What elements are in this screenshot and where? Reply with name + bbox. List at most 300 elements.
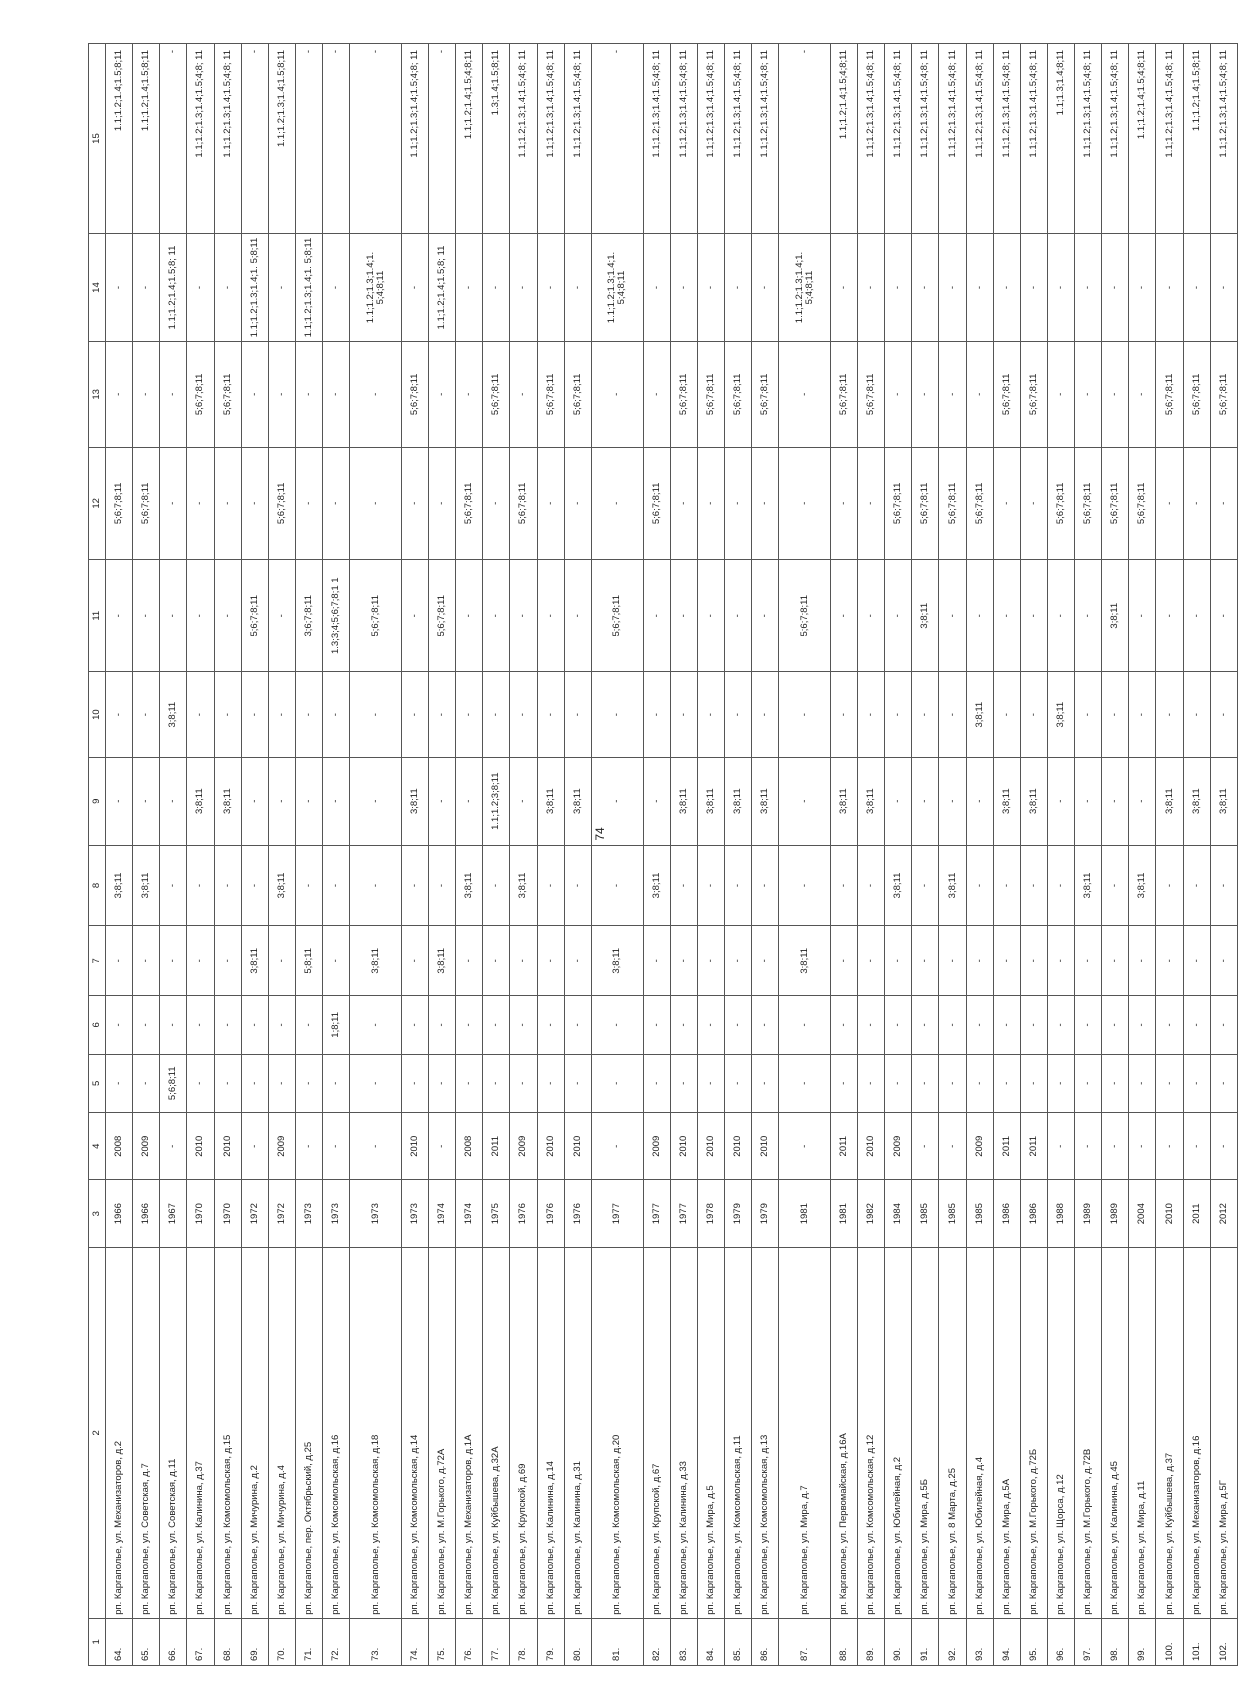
table-cell-col-4: 2011	[993, 1113, 1020, 1180]
table-cell-col-5: -	[885, 1054, 912, 1112]
table-cell-col-12: -	[160, 447, 187, 559]
table-cell-col-2: рп. Каргаполье, ул. Комсомольская, д.11	[724, 1247, 751, 1618]
table-cell-col-4: 2009	[643, 1113, 670, 1180]
table-cell-col-11: -	[643, 560, 670, 672]
table-cell-col-11: -	[1156, 560, 1183, 672]
table-cell-col-5: -	[456, 1054, 483, 1112]
table-cell-col-15: 1.1;1.2;1.3;1.4;1.5;4;8; 11	[1075, 44, 1102, 234]
table-cell-col-14: -	[106, 234, 133, 342]
table-cell-col-4: -	[912, 1113, 939, 1180]
data-table	[88, 43, 1238, 1666]
table-cell-col-6: -	[752, 996, 779, 1054]
table-cell-col-9: -	[295, 757, 322, 845]
table-cell-col-2: рп. Каргаполье, ул. Мира, д.5Г	[1210, 1247, 1237, 1618]
table-cell-col-3: 1966	[133, 1180, 160, 1247]
table-cell-col-10: 3;8;11	[160, 672, 187, 757]
table-cell-col-11: -	[993, 560, 1020, 672]
table-cell-col-14: -	[483, 234, 510, 342]
table-cell-col-14: -	[830, 234, 857, 342]
table-cell-col-8: -	[429, 845, 456, 926]
table-cell-col-8: 3;8;11	[133, 845, 160, 926]
table-cell-col-7: -	[106, 926, 133, 996]
table-row	[1102, 44, 1129, 1666]
table-cell-col-11: -	[1129, 560, 1156, 672]
table-cell-col-15: 1.1;1.2;1.3;1.4;1.5;4;8; 11	[537, 44, 564, 234]
table-cell-col-5: -	[1075, 1054, 1102, 1112]
table-cell-col-12: -	[752, 447, 779, 559]
table-cell-col-13: 5;6;7;8;11	[187, 341, 214, 447]
table-cell-col-4: -	[323, 1113, 350, 1180]
table-cell-col-8: -	[1102, 845, 1129, 926]
table-cell-col-9: -	[350, 757, 402, 845]
table-cell-col-15: 1.1;1.2;1.3;1.4;1.5;4;8; 11	[1210, 44, 1237, 234]
table-cell-col-11: -	[724, 560, 751, 672]
table-cell-col-7: -	[1183, 926, 1210, 996]
table-cell-col-15: 1.1;1.2;1.4;1.5;4;8;11	[456, 44, 483, 234]
table-cell-col-9: 3;8;11	[858, 757, 885, 845]
table-cell-col-8: -	[537, 845, 564, 926]
table-cell-col-3: 1986	[1020, 1180, 1047, 1247]
table-cell-col-1: 70.	[268, 1618, 295, 1665]
table-cell-col-9: -	[643, 757, 670, 845]
table-cell-col-7: -	[939, 926, 966, 996]
table-cell-col-8: -	[1020, 845, 1047, 926]
table-cell-col-2: рп. Каргаполье, ул. Комсомольская, д.18	[350, 1247, 402, 1618]
table-cell-col-4: -	[1129, 1113, 1156, 1180]
table-cell-col-15: 1.1;1.2;1.3;1.4;1.5;4;8; 11	[670, 44, 697, 234]
table-cell-col-3: 1977	[643, 1180, 670, 1247]
table-cell-col-6: -	[456, 996, 483, 1054]
table-cell-col-14: -	[885, 234, 912, 342]
column-header-11: 11	[89, 560, 106, 672]
table-cell-col-12: -	[401, 447, 428, 559]
table-row	[1047, 44, 1074, 1666]
table-row	[214, 44, 241, 1666]
table-cell-col-5: -	[510, 1054, 537, 1112]
column-header-5: 5	[89, 1054, 106, 1112]
table-cell-col-11: 3;6;7;8;11	[295, 560, 322, 672]
table-row	[697, 44, 724, 1666]
table-cell-col-10: -	[1020, 672, 1047, 757]
table-cell-col-4: 2010	[214, 1113, 241, 1180]
table-cell-col-7: -	[187, 926, 214, 996]
table-cell-col-3: 1976	[537, 1180, 564, 1247]
table-cell-col-3: 1986	[993, 1180, 1020, 1247]
table-cell-col-7: -	[456, 926, 483, 996]
table-cell-col-2: рп. Каргаполье, пер. Октябрьский, д.25	[295, 1247, 322, 1618]
table-cell-col-1: 67.	[187, 1618, 214, 1665]
table-cell-col-13: 5;6;7;8;11	[858, 341, 885, 447]
table-cell-col-2: рп. Каргаполье, ул. Комсомольская, д.13	[752, 1247, 779, 1618]
table-cell-col-14: 1.1;1.2;1.4;1.5;8; 11	[160, 234, 187, 342]
table-cell-col-1: 72.	[323, 1618, 350, 1665]
table-cell-col-13: -	[885, 341, 912, 447]
table-cell-col-12: -	[993, 447, 1020, 559]
table-row	[993, 44, 1020, 1666]
table-cell-col-2: рп. Каргаполье, ул. М.Горького, д.72В	[1075, 1247, 1102, 1618]
table-cell-col-9: 3;8;11	[724, 757, 751, 845]
table-cell-col-15: -	[591, 44, 643, 234]
table-cell-col-7: -	[724, 926, 751, 996]
table-cell-col-3: 1974	[456, 1180, 483, 1247]
table-cell-col-9: 3;8;11	[401, 757, 428, 845]
table-cell-col-8: -	[591, 845, 643, 926]
table-cell-col-7: -	[1210, 926, 1237, 996]
table-cell-col-6: -	[779, 996, 831, 1054]
table-cell-col-1: 93.	[966, 1618, 993, 1665]
table-cell-col-6: -	[268, 996, 295, 1054]
table-cell-col-2: рп. Каргаполье, ул. Мира, д.5	[697, 1247, 724, 1618]
table-cell-col-14: -	[993, 234, 1020, 342]
table-cell-col-1: 99.	[1129, 1618, 1156, 1665]
table-cell-col-12: -	[1156, 447, 1183, 559]
table-row	[483, 44, 510, 1666]
table-cell-col-6: -	[295, 996, 322, 1054]
table-cell-col-14: -	[643, 234, 670, 342]
table-cell-col-6: -	[912, 996, 939, 1054]
table-cell-col-15: 1.1;1.2;1.3;1.4;1.5;4;8; 11	[939, 44, 966, 234]
table-cell-col-14: -	[912, 234, 939, 342]
table-row	[295, 44, 322, 1666]
table-cell-col-11: -	[160, 560, 187, 672]
table-cell-col-8: -	[401, 845, 428, 926]
table-cell-col-12: -	[1183, 447, 1210, 559]
table-cell-col-3: 1981	[779, 1180, 831, 1247]
table-cell-col-6: -	[214, 996, 241, 1054]
table-cell-col-2: рп. Каргаполье, ул. Мичурина, д.4	[268, 1247, 295, 1618]
table-cell-col-4: 2008	[456, 1113, 483, 1180]
table-cell-col-3: 1982	[858, 1180, 885, 1247]
table-cell-col-4: 2011	[483, 1113, 510, 1180]
table-cell-col-4: -	[1047, 1113, 1074, 1180]
table-cell-col-15: -	[779, 44, 831, 234]
table-cell-col-5: -	[214, 1054, 241, 1112]
table-cell-col-15: 1.1;1.2;1.4;1.5;4;8;11	[830, 44, 857, 234]
table-cell-col-9: -	[268, 757, 295, 845]
column-header-7: 7	[89, 926, 106, 996]
table-cell-col-10: -	[1210, 672, 1237, 757]
column-header-2: 2	[89, 1247, 106, 1618]
table-cell-col-11: -	[752, 560, 779, 672]
table-cell-col-11: 5;6;7;8;11	[241, 560, 268, 672]
table-cell-col-12: -	[483, 447, 510, 559]
table-cell-col-12: 5;6;7;8;11	[966, 447, 993, 559]
table-cell-col-7: -	[830, 926, 857, 996]
table-cell-col-10: -	[858, 672, 885, 757]
table-cell-col-7: 3;8;11	[429, 926, 456, 996]
table-cell-col-9: 1.1;1.2;3;8;11	[483, 757, 510, 845]
table-cell-col-2: рп. Каргаполье, ул. Комсомольская, д.14	[401, 1247, 428, 1618]
table-cell-col-10: -	[483, 672, 510, 757]
column-header-10: 10	[89, 672, 106, 757]
table-cell-col-10: 3;8;11	[1047, 672, 1074, 757]
column-header-3: 3	[89, 1180, 106, 1247]
table-cell-col-8: -	[993, 845, 1020, 926]
table-cell-col-6: -	[187, 996, 214, 1054]
table-cell-col-15: -	[429, 44, 456, 234]
table-cell-col-5: -	[295, 1054, 322, 1112]
table-cell-col-6: -	[537, 996, 564, 1054]
table-cell-col-13: -	[779, 341, 831, 447]
table-cell-col-12: 5;6;7;8;11	[885, 447, 912, 559]
table-row	[268, 44, 295, 1666]
table-cell-col-13: -	[939, 341, 966, 447]
table-cell-col-13: -	[295, 341, 322, 447]
table-cell-col-9: 3;8;11	[214, 757, 241, 845]
table-cell-col-10: -	[537, 672, 564, 757]
table-row	[564, 44, 591, 1666]
table-cell-col-6: -	[401, 996, 428, 1054]
table-cell-col-13: -	[456, 341, 483, 447]
table-cell-col-6: -	[1102, 996, 1129, 1054]
table-cell-col-1: 91.	[912, 1618, 939, 1665]
table-cell-col-1: 85.	[724, 1618, 751, 1665]
table-cell-col-8: -	[858, 845, 885, 926]
table-cell-col-6: -	[966, 996, 993, 1054]
table-cell-col-10: -	[268, 672, 295, 757]
table-cell-col-8: -	[779, 845, 831, 926]
table-cell-col-15: -	[350, 44, 402, 234]
table-cell-col-1: 101.	[1183, 1618, 1210, 1665]
table-cell-col-6: -	[697, 996, 724, 1054]
table-cell-col-3: 1989	[1075, 1180, 1102, 1247]
table-cell-col-12: -	[537, 447, 564, 559]
table-cell-col-4: -	[1183, 1113, 1210, 1180]
table-row	[912, 44, 939, 1666]
table-cell-col-1: 98.	[1102, 1618, 1129, 1665]
table-cell-col-7: -	[993, 926, 1020, 996]
table-cell-col-4: -	[429, 1113, 456, 1180]
table-cell-col-13: 5;6;7;8;11	[670, 341, 697, 447]
table-cell-col-15: 1.1;1.2;1.3;1.4;1.5;4;8; 11	[752, 44, 779, 234]
table-cell-col-14: -	[752, 234, 779, 342]
table-cell-col-5: -	[912, 1054, 939, 1112]
table-cell-col-11: -	[670, 560, 697, 672]
table-cell-col-13: -	[160, 341, 187, 447]
table-cell-col-10: -	[643, 672, 670, 757]
table-cell-col-5: -	[1183, 1054, 1210, 1112]
table-cell-col-11: -	[1075, 560, 1102, 672]
table-cell-col-2: рп. Каргаполье, ул. Мира, д.5Б	[912, 1247, 939, 1618]
table-row	[779, 44, 831, 1666]
table-cell-col-12: -	[1020, 447, 1047, 559]
table-cell-col-3: 1966	[106, 1180, 133, 1247]
table-cell-col-14: -	[1183, 234, 1210, 342]
table-cell-col-5: -	[724, 1054, 751, 1112]
table-cell-col-14: -	[1102, 234, 1129, 342]
table-cell-col-15: 1.1;1.2;1.4;1.5;4;8;11	[1129, 44, 1156, 234]
table-cell-col-9: -	[510, 757, 537, 845]
table-cell-col-6: -	[830, 996, 857, 1054]
table-cell-col-2: рп. Каргаполье, ул. Калинина, д.37	[187, 1247, 214, 1618]
table-cell-col-4: -	[350, 1113, 402, 1180]
table-cell-col-14: -	[1020, 234, 1047, 342]
table-cell-col-11: -	[939, 560, 966, 672]
table-cell-col-11: -	[106, 560, 133, 672]
table-cell-col-5: -	[697, 1054, 724, 1112]
table-cell-col-2: рп. Каргаполье, ул. М.Горького, д.72Б	[1020, 1247, 1047, 1618]
table-cell-col-2: рп. Каргаполье, ул. Комсомольская, д.16	[323, 1247, 350, 1618]
table-cell-col-5: -	[993, 1054, 1020, 1112]
table-cell-col-6: -	[1075, 996, 1102, 1054]
table-cell-col-3: 1985	[912, 1180, 939, 1247]
table-cell-col-14: -	[133, 234, 160, 342]
table-cell-col-9: -	[1047, 757, 1074, 845]
table-cell-col-9: -	[241, 757, 268, 845]
table-cell-col-9: -	[133, 757, 160, 845]
table-cell-col-12: -	[724, 447, 751, 559]
table-cell-col-2: рп. Каргаполье, ул. Механизаторов, д.16	[1183, 1247, 1210, 1618]
table-cell-col-11: 5;6;7;8;11	[591, 560, 643, 672]
table-cell-col-15: 1.1;1.2;1.3;1.4;1.5;4;8; 11	[564, 44, 591, 234]
table-row	[643, 44, 670, 1666]
table-cell-col-13: -	[1047, 341, 1074, 447]
table-cell-col-11: 5;6;7;8;11	[779, 560, 831, 672]
table-cell-col-15: -	[160, 44, 187, 234]
table-cell-col-1: 73.	[350, 1618, 402, 1665]
table-cell-col-2: рп. Каргаполье, ул. Мичурина, д.2	[241, 1247, 268, 1618]
table-row	[1183, 44, 1210, 1666]
table-cell-col-15: 1.1;1.2;1.4;1.5;8;11	[1183, 44, 1210, 234]
table-cell-col-1: 69.	[241, 1618, 268, 1665]
table-cell-col-1: 77.	[483, 1618, 510, 1665]
table-cell-col-2: рп. Каргаполье, ул. Калинина, д.31	[564, 1247, 591, 1618]
table-cell-col-5: -	[350, 1054, 402, 1112]
table-cell-col-13: -	[510, 341, 537, 447]
table-cell-col-1: 65.	[133, 1618, 160, 1665]
table-cell-col-4: -	[295, 1113, 322, 1180]
table-cell-col-7: -	[214, 926, 241, 996]
table-cell-col-8: -	[966, 845, 993, 926]
table-cell-col-7: -	[268, 926, 295, 996]
table-cell-col-14: -	[456, 234, 483, 342]
table-cell-col-4: -	[241, 1113, 268, 1180]
table-cell-col-5: -	[268, 1054, 295, 1112]
table-cell-col-5: -	[779, 1054, 831, 1112]
table-cell-col-5: -	[1102, 1054, 1129, 1112]
table-cell-col-15: 1.1;1.2;1.3;1.4;1.5;4;8; 11	[697, 44, 724, 234]
table-cell-col-8: 3;8;11	[106, 845, 133, 926]
table-cell-col-3: 1975	[483, 1180, 510, 1247]
table-cell-col-4: 2009	[268, 1113, 295, 1180]
table-cell-col-11: -	[1183, 560, 1210, 672]
table-cell-col-1: 97.	[1075, 1618, 1102, 1665]
table-row	[1020, 44, 1047, 1666]
column-header-12: 12	[89, 447, 106, 559]
table-cell-col-13: -	[241, 341, 268, 447]
table-cell-col-12: 5;6;7;8;11	[1102, 447, 1129, 559]
table-cell-col-14: -	[1129, 234, 1156, 342]
table-cell-col-1: 74.	[401, 1618, 428, 1665]
table-row	[1156, 44, 1183, 1666]
table-cell-col-15: 1.1;1.2;1.4;1.5;8;11	[133, 44, 160, 234]
header-row	[89, 44, 106, 1666]
table-cell-col-11: -	[885, 560, 912, 672]
table-cell-col-7: -	[912, 926, 939, 996]
table-cell-col-8: -	[483, 845, 510, 926]
table-cell-col-14: -	[858, 234, 885, 342]
table-cell-col-8: -	[1210, 845, 1237, 926]
table-cell-col-7: -	[643, 926, 670, 996]
table-cell-col-10: -	[779, 672, 831, 757]
table-cell-col-4: -	[160, 1113, 187, 1180]
table-cell-col-2: рп. Каргаполье, ул. Калинина, д.45	[1102, 1247, 1129, 1618]
table-cell-col-11: -	[1047, 560, 1074, 672]
table-cell-col-8: -	[160, 845, 187, 926]
table-cell-col-10: -	[697, 672, 724, 757]
table-row	[591, 44, 643, 1666]
table-cell-col-12: 5;6;7;8;11	[106, 447, 133, 559]
table-cell-col-2: рп. Каргаполье, ул. Советская, д.11	[160, 1247, 187, 1618]
table-row	[1210, 44, 1237, 1666]
table-cell-col-10: -	[1183, 672, 1210, 757]
table-cell-col-14: -	[724, 234, 751, 342]
table-cell-col-11: -	[697, 560, 724, 672]
table-cell-col-4: 2010	[724, 1113, 751, 1180]
table-cell-col-10: -	[133, 672, 160, 757]
table-cell-col-3: 1973	[350, 1180, 402, 1247]
table-cell-col-9: 3;8;11	[670, 757, 697, 845]
table-cell-col-2: рп. Каргаполье, ул. Механизаторов, д.2	[106, 1247, 133, 1618]
table-cell-col-4: 2010	[537, 1113, 564, 1180]
table-cell-col-12: -	[429, 447, 456, 559]
table-cell-col-7: 3;8;11	[591, 926, 643, 996]
table-cell-col-6: -	[350, 996, 402, 1054]
table-cell-col-14: 1.1;1.2;1.4;1.5;8; 11	[429, 234, 456, 342]
table-cell-col-8: 3;8;11	[456, 845, 483, 926]
table-cell-col-8: -	[214, 845, 241, 926]
table-cell-col-3: 1989	[1102, 1180, 1129, 1247]
table-cell-col-14: -	[1047, 234, 1074, 342]
table-cell-col-9: 3;8;11	[1156, 757, 1183, 845]
table-cell-col-11: -	[537, 560, 564, 672]
table-cell-col-11: -	[214, 560, 241, 672]
table-cell-col-3: 2010	[1156, 1180, 1183, 1247]
table-cell-col-3: 1973	[401, 1180, 428, 1247]
table-cell-col-6: -	[591, 996, 643, 1054]
table-cell-col-3: 2011	[1183, 1180, 1210, 1247]
table-cell-col-3: 1970	[214, 1180, 241, 1247]
table-cell-col-14: -	[697, 234, 724, 342]
table-cell-col-5: -	[1210, 1054, 1237, 1112]
table-cell-col-15: 1.1;1.2;1.3;1.4;1.5;4;8; 11	[1156, 44, 1183, 234]
table-cell-col-14: -	[1075, 234, 1102, 342]
table-cell-col-3: 2012	[1210, 1180, 1237, 1247]
table-cell-col-6: -	[1047, 996, 1074, 1054]
table-cell-col-13: 5;6;7;8;11	[1183, 341, 1210, 447]
table-cell-col-4: -	[591, 1113, 643, 1180]
table-cell-col-9: 3;8;11	[1183, 757, 1210, 845]
table-cell-col-3: 1976	[510, 1180, 537, 1247]
table-cell-col-7: 3;8;11	[241, 926, 268, 996]
table-cell-col-12: 5;6;7;8;11	[1075, 447, 1102, 559]
table-cell-col-2: рп. Каргаполье, ул. Куйбышева, д.32А	[483, 1247, 510, 1618]
table-cell-col-12: -	[670, 447, 697, 559]
table-row	[510, 44, 537, 1666]
table-cell-col-5: -	[564, 1054, 591, 1112]
table-cell-col-7: -	[537, 926, 564, 996]
table-cell-col-8: 3;8;11	[939, 845, 966, 926]
table-cell-col-5: -	[591, 1054, 643, 1112]
table-cell-col-2: рп. Каргаполье, ул. Щорса, д.12	[1047, 1247, 1074, 1618]
table-cell-col-11: 3;8;11	[912, 560, 939, 672]
table-cell-col-12: 5;6;7;8;11	[268, 447, 295, 559]
table-cell-col-8: -	[1156, 845, 1183, 926]
table-cell-col-10: -	[1129, 672, 1156, 757]
table-cell-col-3: 1988	[1047, 1180, 1074, 1247]
table-cell-col-6: -	[241, 996, 268, 1054]
table-cell-col-8: -	[724, 845, 751, 926]
